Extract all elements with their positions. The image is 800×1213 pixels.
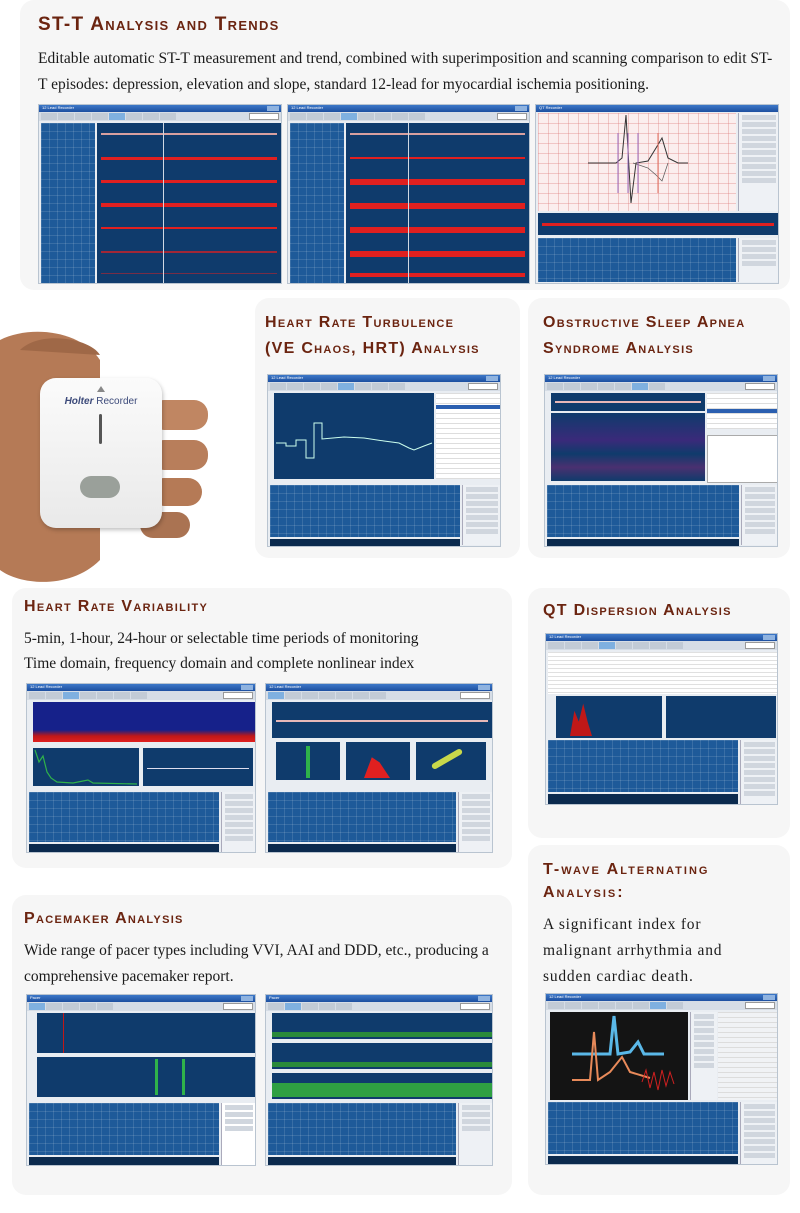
base-click-button <box>745 383 775 390</box>
ecg-strip <box>270 485 460 537</box>
overview-strip <box>270 539 460 547</box>
window-title: 12 Lead Recorder <box>548 375 581 380</box>
pacemaker-screenshot-1 <box>26 994 256 1166</box>
ecg-strip <box>268 792 456 842</box>
overview-strip <box>547 539 739 547</box>
hrt-line-plot <box>274 393 434 479</box>
twa-waveforms <box>550 1012 688 1100</box>
hrt-trend-chart <box>274 393 434 479</box>
st-t-screenshot-3 <box>535 104 779 284</box>
pacer-histogram <box>37 1057 255 1097</box>
ecg-strip <box>268 1103 456 1155</box>
window-title: QT Recorder <box>539 105 563 110</box>
twa-superimposed-plot <box>550 1012 688 1100</box>
window-controls-icon <box>241 685 253 690</box>
pacer-interval-chart <box>37 1013 255 1053</box>
twa-controls-panel <box>690 1012 717 1100</box>
event-list-table <box>436 393 500 479</box>
ecg-options-panel <box>458 792 493 852</box>
osa-title-line1: Obstructive Sleep Apnea <box>543 314 746 331</box>
heart-rate-trend <box>272 702 492 738</box>
base-click-button <box>460 692 490 699</box>
window-title: 12 Lead Recorder <box>549 994 582 999</box>
twa-result-table <box>718 1012 777 1100</box>
ecg-strip <box>548 1102 738 1154</box>
st-t-screenshot-1 <box>38 104 282 284</box>
st-trend-area <box>346 123 529 283</box>
triangle-icon <box>97 386 105 392</box>
holter-device-photo <box>0 320 240 590</box>
episode-table <box>707 393 777 429</box>
heart-rate-trend <box>551 393 705 411</box>
window-controls-icon <box>763 995 775 1000</box>
window-controls-icon <box>267 106 279 111</box>
window-title: Pacer <box>269 995 280 1000</box>
st-trend-area <box>538 213 778 235</box>
twa-title-line1: T-wave Alternating <box>543 861 710 878</box>
pacer-trend-chart-2 <box>272 1043 492 1069</box>
window-title: 12 Lead Recorder <box>271 375 304 380</box>
pacemaker-description: Wide range of pacer types including VVI, AAI and DDD, etc., producing a comprehensive pacemaker report. <box>24 942 489 985</box>
base-click-button <box>745 1002 775 1009</box>
rr-scatter-chart <box>33 702 255 742</box>
st-trend-area <box>97 123 281 283</box>
lead-strip <box>41 123 95 283</box>
superimposed-beats-plot <box>538 113 736 211</box>
ecg-strip <box>29 792 219 842</box>
qt-title: QT Dispersion Analysis <box>543 602 732 619</box>
twa-description: A significant index for malignant arrhythmia and sudden cardiac death. <box>543 916 723 985</box>
hrt-title-line1: Heart Rate Turbulence <box>265 314 455 331</box>
hrv-line2: Time domain, frequency domain and complete nonlinear index <box>24 655 415 672</box>
twa-title-line2: Analysis: <box>543 884 625 901</box>
window-controls-icon <box>478 685 490 690</box>
hrv-title: Heart Rate Variability <box>24 598 209 615</box>
overview-strip <box>548 794 738 804</box>
osa-screenshot <box>544 374 778 547</box>
window-controls-icon <box>515 106 527 111</box>
ecg-options-panel <box>740 1102 778 1164</box>
rr-trend-chart <box>143 748 253 786</box>
st-t-description: Editable automatic ST-T measurement and trend, combined with superimposition and scanning comparison to edit ST-T episodes: depression, elevation and slope, standard 12-lead for myocardial ischemia positioning. <box>38 50 773 93</box>
twa-screenshot <box>545 993 778 1165</box>
pacemaker-title: Pacemaker Analysis <box>24 910 184 927</box>
pacer-trend-chart-1 <box>272 1013 492 1039</box>
general-options-panel <box>738 238 779 282</box>
base-click-button <box>745 642 775 649</box>
st-settings-panel <box>738 113 779 211</box>
ecg-strip <box>547 485 739 537</box>
general-options-panel <box>458 1103 493 1165</box>
frequency-spectrum-chart <box>33 748 139 786</box>
window-title: 12 Lead Recorder <box>30 684 63 689</box>
window-title: 12 Lead Recorder <box>291 105 324 110</box>
base-click-button <box>249 113 279 120</box>
window-controls-icon <box>241 996 253 1001</box>
rr-histogram-green <box>276 742 340 780</box>
overview-strip <box>548 1156 738 1164</box>
general-options-panel <box>221 1103 256 1165</box>
superimposed-beats-grid <box>538 113 736 211</box>
ecg-strip <box>29 1103 219 1155</box>
window-title: 12 Lead Recorder <box>42 105 75 110</box>
osa-title-line2: Syndrome Analysis <box>543 340 695 357</box>
window-controls-icon <box>478 996 490 1001</box>
qt-measurements-table <box>548 652 777 694</box>
window-controls-icon <box>763 376 775 381</box>
ecg-options-panel <box>740 740 778 804</box>
spectrum-plot <box>33 748 139 786</box>
st-t-title: ST-T Analysis and Trends <box>38 14 280 35</box>
qt-histogram <box>556 696 662 738</box>
base-click-button <box>497 113 527 120</box>
led-slot <box>99 414 102 444</box>
window-title: 12 Lead Recorder <box>269 684 302 689</box>
ecg-strip <box>538 238 736 282</box>
ecg-options-panel <box>741 485 778 545</box>
ecg-options-panel <box>462 485 501 545</box>
window-title: Pacer <box>30 995 41 1000</box>
overview-strip <box>29 1157 219 1165</box>
base-click-button <box>468 383 498 390</box>
hrt-screenshot <box>267 374 501 547</box>
base-click-button <box>223 692 253 699</box>
pacemaker-screenshot-2 <box>265 994 493 1166</box>
brand-bold: Holter <box>64 396 94 407</box>
qt-screenshot <box>545 633 778 805</box>
brand-regular: Recorder <box>96 396 138 407</box>
pacer-trend-chart-3 <box>272 1073 492 1099</box>
hrv-screenshot-1 <box>26 683 256 853</box>
rr-histogram-red <box>346 742 410 780</box>
hrv-screenshot-2 <box>265 683 493 853</box>
qt-trend-chart <box>666 696 776 738</box>
overview-strip <box>268 1157 456 1165</box>
hrv-line1: 5-min, 1-hour, 24-hour or selectable time periods of monitoring <box>24 630 419 647</box>
summary-box <box>707 435 778 483</box>
apnea-index-chart <box>551 413 705 481</box>
window-controls-icon <box>486 376 498 381</box>
ecg-options-panel <box>221 792 256 852</box>
holter-recorder-body <box>40 378 162 528</box>
ecg-strip <box>548 740 738 792</box>
power-button <box>80 476 120 498</box>
base-click-button <box>460 1003 490 1010</box>
lead-strip <box>290 123 344 283</box>
poincare-plot <box>416 742 486 780</box>
overview-strip <box>29 844 219 852</box>
hrt-title-line2: (VE Chaos, HRT) Analysis <box>265 340 480 357</box>
device-label <box>40 396 162 407</box>
st-t-screenshot-2 <box>287 104 530 284</box>
window-controls-icon <box>763 635 775 640</box>
base-click-button <box>223 1003 253 1010</box>
overview-strip <box>268 844 456 852</box>
window-title: 12 Lead Recorder <box>549 634 582 639</box>
